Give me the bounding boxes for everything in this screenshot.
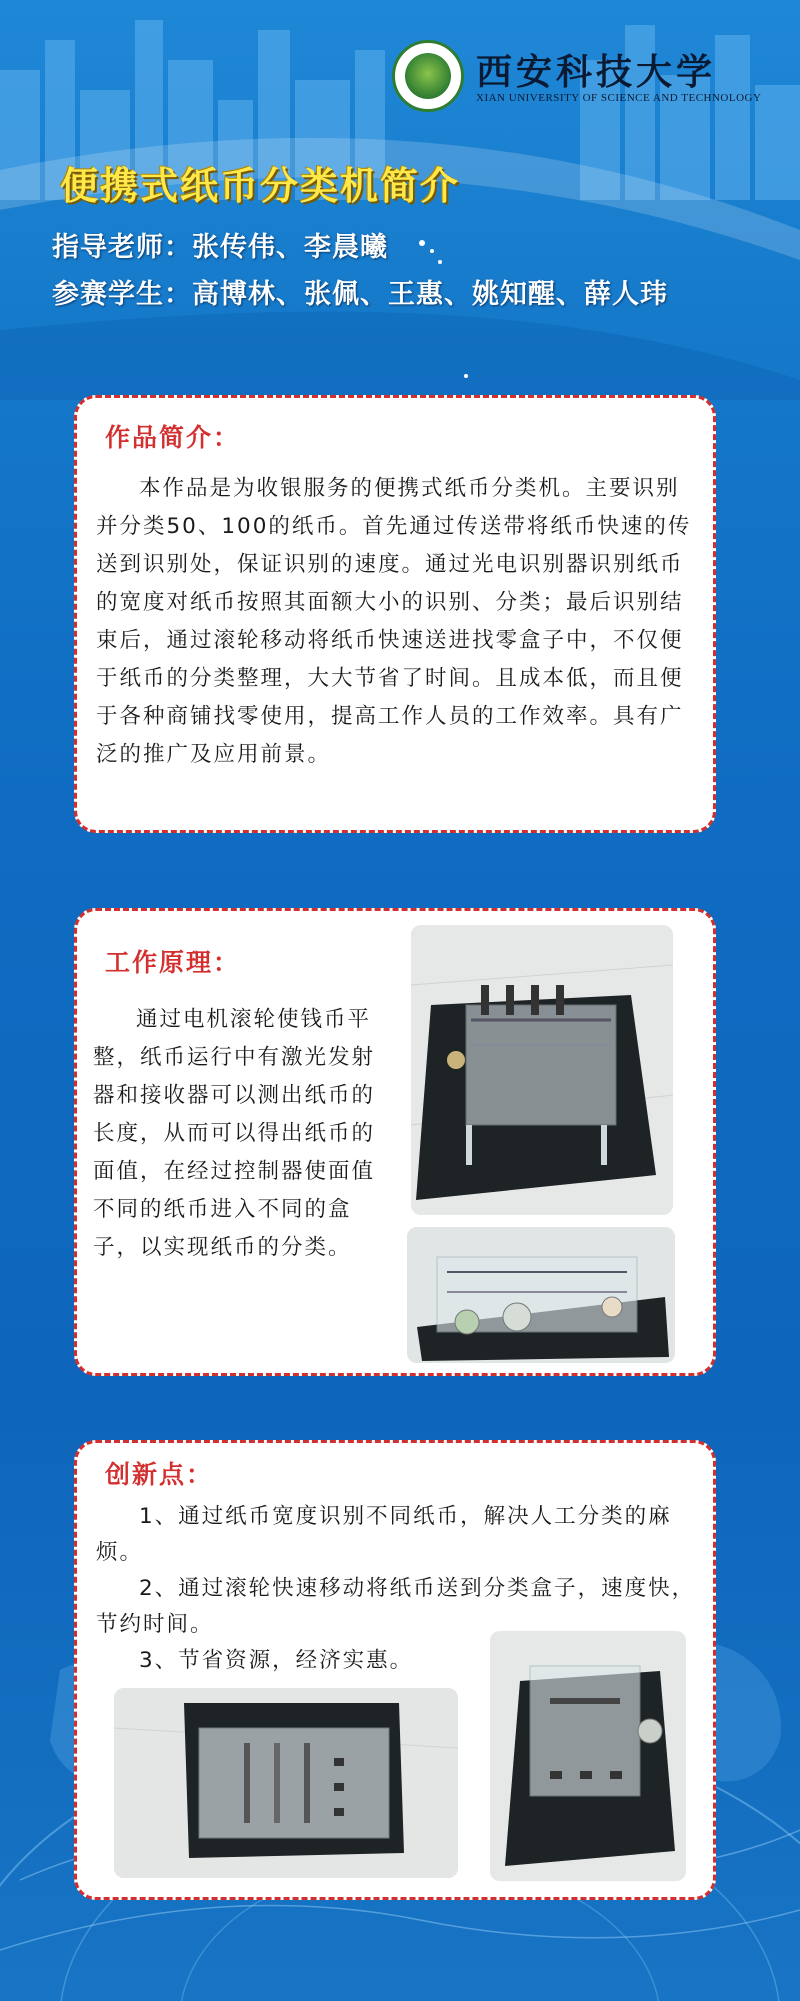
advisor-line: 指导老师：张传伟、李晨曦 [52,232,388,263]
machine-photo-top [411,925,673,1215]
principle-title: 工作原理： [105,948,241,977]
university-logo [392,40,464,112]
innovation-item: 3、节省资源，经济实惠。 [139,1648,414,1673]
innovation-item: 2、通过滚轮快速移动将纸币送到分类盒子，速度快，节约时间。 [96,1576,696,1637]
machine-photo-topview [114,1688,458,1878]
machine-photo-side [407,1227,675,1363]
page-title: 便携式纸币分类机简介 [60,164,461,208]
intro-body: 本作品是为收银服务的便携式纸币分类机。主要识别并分类50、100的纸币。首先通过传送带将纸币快速的传送到识别处，保证识别的速度。通过光电识别器识别纸币的宽度对纸币按照其面额大小的识别、分类；最后识别结束后，通过滚轮移动将纸币快速送进找零盒子中，不仅便于纸币的分类整理，大大节省了时间。且成本低，而且便于各种商铺找零使用，提高工作人员的工作效率。具有广泛的推广及应用前景。 [96,476,692,767]
innovation-item: 1、通过纸币宽度识别不同纸币，解决人工分类的麻烦。 [96,1504,672,1565]
university-name-en: XIAN UNIVERSITY OF SCIENCE AND TECHNOLOGY [476,92,762,104]
principle-body: 通过电机滚轮使钱币平整，纸币运行中有激光发射器和接收器可以测出纸币的长度，从而可以得出纸币的面值，在经过控制器使面值不同的纸币进入不同的盒子，以实现纸币的分类。 [93,1007,376,1260]
students-line: 参赛学生：高博林、张佩、王惠、姚知醒、薛人玮 [52,279,668,310]
principle-panel [74,908,716,1376]
machine-photo-front [490,1631,686,1881]
university-name-cn: 西安科技大学 [476,51,717,93]
intro-panel [74,395,716,833]
intro-title: 作品简介： [105,423,241,452]
innovation-panel [74,1440,716,1900]
innovation-title: 创新点： [105,1460,214,1489]
